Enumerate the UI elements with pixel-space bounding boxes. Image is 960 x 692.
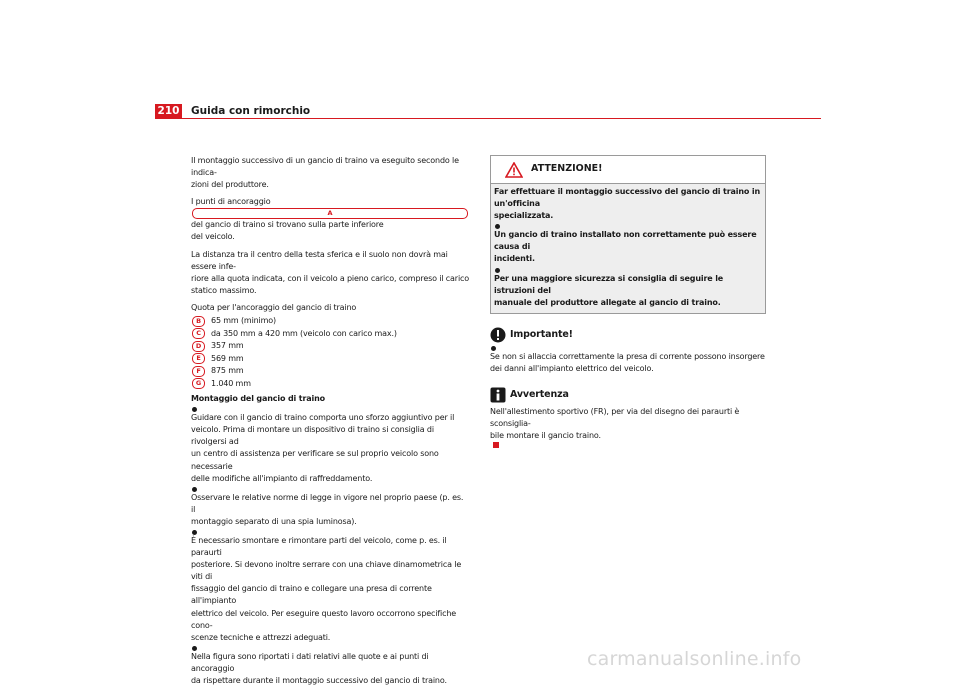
important-text: Se non si allaccia correttamente la presa di corrente possono insorgere dei danni all'impianto elettrico del veicolo.	[490, 346, 766, 375]
warning-title: ATTENZIONE!	[531, 163, 603, 175]
warning-bullet: Un gancio di traino installato non correttamente può essere causa di incidenti.	[494, 224, 762, 265]
note-icon	[490, 387, 506, 403]
marker-g: G	[192, 378, 205, 389]
marker-f: F	[192, 366, 205, 377]
measure-item: D 357 mm	[191, 340, 469, 353]
marker-a: A	[192, 208, 468, 219]
note-text: Nell'allestimento sportivo (FR), per via del disegno dei paraurti è sconsiglia- bile montare il gancio traino.	[490, 406, 766, 448]
note-header	[490, 387, 766, 403]
warning-bullet: Per una maggiore sicurezza si consiglia di seguire le istruzioni del manuale del produttore allegate al gancio di traino.	[494, 268, 762, 309]
intro-paragraph: Il montaggio successivo di un gancio di traino va eseguito secondo le indica- zioni del produttore.	[191, 156, 459, 190]
anchor-points-paragraph: I punti di ancoraggio A del gancio di traino si trovano sulla parte inferiore del veicolo.	[191, 196, 469, 243]
measure-item: B 65 mm (minimo)	[191, 315, 469, 328]
important-title: Importante!	[510, 328, 573, 340]
marker-e: E	[192, 353, 205, 364]
page-title: Guida con rimorchio	[191, 105, 311, 117]
measures-heading: Quota per l'ancoraggio del gancio di traino	[191, 302, 357, 312]
warning-box	[490, 155, 766, 314]
note-title: Avvertenza	[510, 388, 569, 400]
measure-item: F 875 mm	[191, 365, 469, 378]
important-header	[490, 327, 766, 343]
header-divider	[155, 118, 821, 119]
marker-b: B	[192, 316, 205, 327]
marker-d: D	[192, 341, 205, 352]
measure-item: G 1.040 mm	[191, 378, 469, 391]
end-of-section-icon	[493, 442, 499, 448]
warning-intro: Far effettuare il montaggio successivo del gancio di traino in un'officina specializzata.	[494, 187, 761, 221]
caution-circle-icon	[490, 327, 506, 343]
right-column	[490, 155, 766, 453]
warning-triangle-icon	[505, 162, 523, 178]
measures-list	[191, 315, 469, 390]
measure-item: E 569 mm	[191, 353, 469, 366]
warning-header	[491, 156, 765, 183]
bullet-item: Osservare le relative norme di legge in vigore nel proprio paese (p. es. il montaggio separato di una spia luminosa).	[191, 487, 469, 528]
distance-paragraph: La distanza tra il centro della testa sferica e il suolo non dovrà mai essere infe- riore alla quota indicata, con il veicolo a pieno carico, compreso il carico statico massimo.	[191, 249, 470, 295]
marker-c: C	[192, 328, 205, 339]
bullet-item: È necessario smontare e rimontare parti del veicolo, come p. es. il paraurti posteriore. Si devono inoltre serrare con una chiave dinamometrica le viti di fissaggio del gancio di traino e collegare una presa di corrente all'impianto elettrico del veicolo. Per eseguire questo lavoro occorrono specifiche cono- scenze tecniche e attrezzi adeguati.	[191, 530, 469, 644]
bullet-item: Nella figura sono riportati i dati relativi alle quote e ai punti di ancoraggio da rispettare durante il montaggio successivo del gancio di traino.	[191, 646, 469, 687]
page-number: 210	[155, 104, 182, 118]
watermark: carmanualsonline.info	[587, 648, 802, 670]
section-subheading: Montaggio del gancio di traino	[191, 394, 325, 404]
warning-body	[491, 183, 765, 313]
measure-item: C da 350 mm a 420 mm (veicolo con carico max.)	[191, 328, 469, 341]
bullet-item: Guidare con il gancio di traino comporta uno sforzo aggiuntivo per il veicolo. Prima di montare un dispositivo di traino si consiglia di rivolgersi ad un centro di assistenza per verificare se sul proprio veicolo sono necessarie delle modifiche all'impianto di raffreddamento.	[191, 407, 469, 485]
left-column	[191, 155, 469, 692]
